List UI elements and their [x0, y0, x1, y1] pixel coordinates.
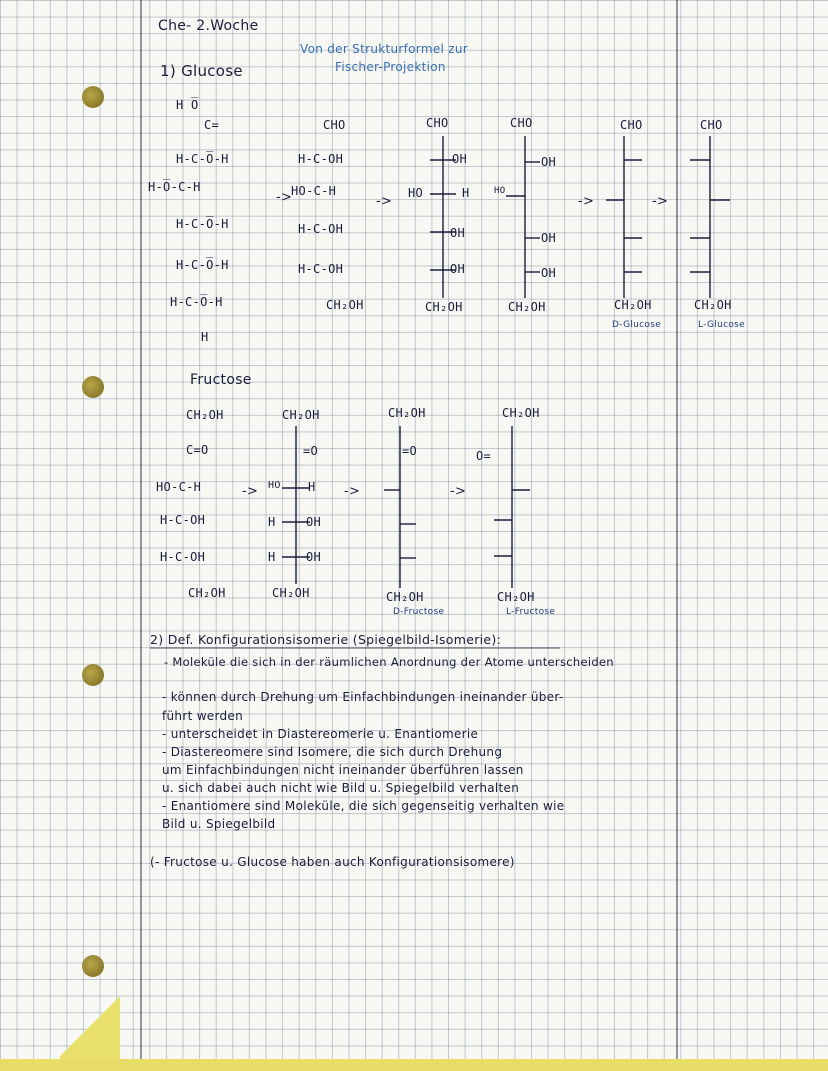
definition-line: - Moleküle die sich in der räumlichen Anordnung der Atome unterscheiden [164, 655, 614, 669]
fructose-step3-top: CH₂OH [502, 406, 540, 420]
glucose-step4-top: CHO [620, 118, 643, 132]
arrow: -> [242, 484, 259, 499]
glucose-structural-row: H-O̅-C-H [148, 180, 201, 194]
blue-note-line1: Von der Strukturformel zur [300, 42, 468, 56]
glucose-step1-row: CH₂OH [326, 298, 364, 312]
definition-line: - Diastereomere sind Isomere, die sich durch Drehung [162, 745, 503, 759]
fructose-step2-o: =O [402, 444, 418, 458]
glucose-step2-group: OH [450, 226, 466, 240]
glucose-step2-group: H [462, 186, 470, 200]
fructose-step2-bottom: CH₂OH [386, 590, 424, 604]
fructose-structural-row: CH₂OH [186, 408, 224, 422]
definition-line: - Enantiomere sind Moleküle, die sich gegenseitig verhalten wie [162, 799, 565, 813]
fructose-structural-row: CH₂OH [188, 586, 226, 600]
definition-line: u. sich dabei auch nicht wie Bild u. Spiegelbild verhalten [162, 781, 520, 795]
glucose-step1-row: HO-C-H [291, 184, 337, 198]
fructose-structural-row: C=O [186, 443, 209, 457]
fructose-step1-text: CH₂OH [272, 586, 310, 600]
glucose-step2-group: HO [408, 186, 424, 200]
arrow: -> [652, 194, 669, 209]
glucose-step1-row: CHO [323, 118, 346, 132]
d-fructose-label: D-Fructose [393, 607, 445, 617]
l-fructose-label: L-Fructose [506, 607, 556, 617]
fructose-step2-top: CH₂OH [388, 406, 426, 420]
definition-line: um Einfachbindungen nicht ineinander überführen lassen [162, 763, 524, 777]
glucose-step3-group: OH [541, 155, 557, 169]
glucose-structural-row: C= [204, 118, 220, 132]
fructose-step1-text: OH [306, 515, 322, 529]
glucose-step4-bottom: CH₂OH [614, 298, 652, 312]
arrow: -> [344, 484, 361, 499]
l-glucose-label: L-Glucose [698, 320, 745, 330]
glucose-structural-row: H-C-O̅-H [170, 295, 223, 309]
arrow: -> [450, 484, 467, 499]
glucose-step1-row: H-C-OH [298, 222, 344, 236]
glucose-structural-row: H-C-O̅-H [176, 258, 229, 272]
d-glucose-label: D-Glucose [612, 320, 662, 330]
definition-line: Bild u. Spiegelbild [162, 817, 276, 831]
fructose-structural-row: H-C-OH [160, 513, 206, 527]
fructose-structural-row: H-C-OH [160, 550, 206, 564]
glucose-structural-row: H-C-O̅-H [176, 217, 229, 231]
fructose-step1-text: CH₂OH [282, 408, 320, 422]
glucose-step1-row: H-C-OH [298, 152, 344, 166]
page-title: Che- 2.Woche [158, 18, 259, 34]
section1-title: 1) Glucose [160, 62, 243, 80]
fructose-step1-text: H [308, 480, 316, 494]
fructose-step1-text: OH [306, 550, 322, 564]
fructose-step1-text: H [268, 515, 276, 529]
definition-line: - unterscheidet in Diastereomerie u. Enantiomerie [162, 727, 479, 741]
arrow: -> [578, 194, 595, 209]
glucose-step3-group: OH [541, 231, 557, 245]
glucose-step2-top: CHO [426, 116, 449, 130]
glucose-step3-group: OH [541, 266, 557, 280]
glucose-step5-top: CHO [700, 118, 723, 132]
glucose-step1-row: H-C-OH [298, 262, 344, 276]
section2-title: 2) Def. Konfigurationsisomerie (Spiegelbild-Isomerie): [150, 632, 502, 647]
arrow: -> [276, 190, 293, 205]
glucose-structural-row: H O̅ [176, 98, 199, 112]
fructose-step1-text: =O [303, 444, 319, 458]
glucose-step2-group: OH [452, 152, 468, 166]
fructose-structural-row: HO-C-H [156, 480, 202, 494]
definition-line: führt werden [162, 709, 244, 723]
glucose-step5-bottom: CH₂OH [694, 298, 732, 312]
fructose-step3-bottom: CH₂OH [497, 590, 535, 604]
glucose-step3-group: HO [494, 186, 506, 196]
glucose-step2-bottom: CH₂OH [425, 300, 463, 314]
fructose-step1-text: HO [268, 480, 281, 491]
fructose-title: Fructose [190, 372, 252, 388]
fructose-step3-o: O= [476, 449, 492, 463]
glucose-structural-row: H-C-O̅-H [176, 152, 229, 166]
glucose-step3-top: CHO [510, 116, 533, 130]
note-line: (- Fructose u. Glucose haben auch Konfigurationsisomere) [150, 855, 515, 869]
glucose-structural-row: H [201, 330, 209, 344]
definition-line: - können durch Drehung um Einfachbindungen ineinander über- [162, 690, 564, 704]
blue-note-line2: Fischer-Projektion [335, 60, 446, 74]
fructose-step1-text: H [268, 550, 276, 564]
arrow: -> [376, 194, 393, 209]
glucose-step3-bottom: CH₂OH [508, 300, 546, 314]
glucose-step2-group: OH [450, 262, 466, 276]
